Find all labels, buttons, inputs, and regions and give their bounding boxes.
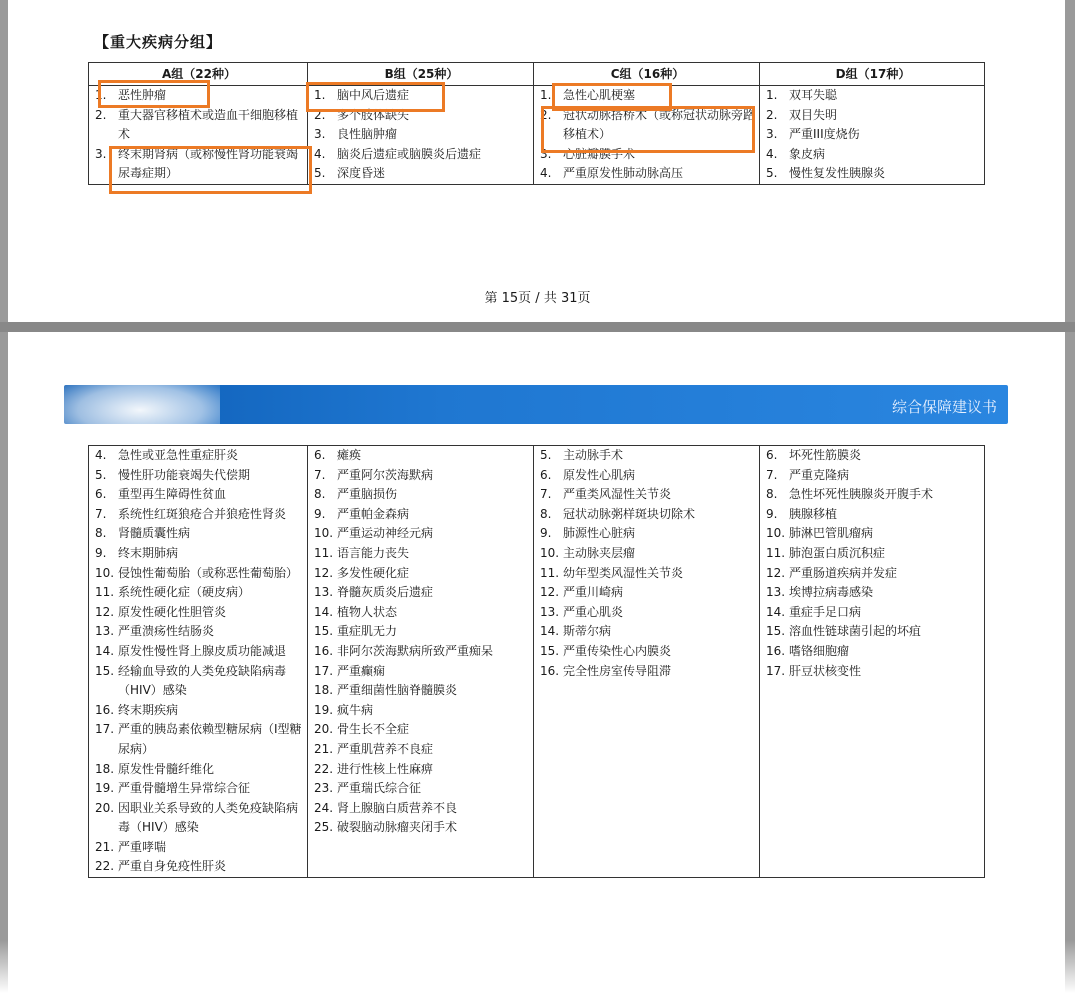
item-text: 严重类风湿性关节炎 (563, 487, 672, 502)
list-item (314, 603, 529, 623)
item-number: 20. (95, 800, 115, 815)
list-item (540, 662, 755, 682)
item-number: 8. (766, 487, 778, 502)
item-text: 严重心肌炎 (563, 604, 624, 619)
item-text: 疯牛病 (337, 702, 374, 717)
item-number: 6. (766, 448, 778, 462)
list-item: 3. 严重III度烧伤 (766, 127, 860, 142)
item-text: 溶血性链球菌引起的坏疽 (789, 624, 922, 639)
item-text: 严重自身免疫性肝炎 (118, 859, 227, 874)
item-text: 脊髓灰质炎后遗症 (337, 585, 434, 600)
item-number: 22. (314, 761, 334, 776)
item-text: 语言能力丧失 (337, 545, 410, 560)
item-number: 13. (95, 624, 115, 639)
item-number: 13. (314, 585, 334, 600)
list-item: 2. 重大器官移植术或造血干细胞移植术 (95, 107, 299, 142)
list-item (95, 603, 303, 623)
item-text: 严重阿尔茨海默病 (337, 467, 434, 482)
list-item (95, 760, 303, 780)
list-item: 3. 心脏瓣膜手术 (540, 146, 636, 161)
page-separator (0, 322, 1075, 332)
list-item (314, 544, 529, 564)
viewer-edge (1065, 332, 1075, 993)
list-item: 4. 脑炎后遗症或脑膜炎后遗症 (314, 146, 482, 161)
item-text: 严重川崎病 (563, 585, 624, 600)
item-number: 20. (314, 722, 334, 737)
item-number: 11. (766, 545, 786, 560)
list-item (95, 564, 303, 584)
list-item: 4. 严重原发性肺动脉高压 (540, 166, 684, 181)
list-item (95, 779, 303, 799)
item-text: 多发性硬化症 (337, 565, 410, 580)
item-text: 终末期肺病 (118, 545, 179, 560)
item-number: 12. (95, 604, 115, 619)
item-text: 因职业关系导致的人类免疫缺陷病毒（HIV）感染 (118, 800, 299, 835)
list-item (314, 622, 529, 642)
list-item: 1. 急性心肌梗塞 (540, 88, 636, 102)
group-a-header: A组（22种） (89, 63, 308, 86)
item-number: 12. (540, 585, 560, 600)
list-item (314, 760, 529, 780)
item-number: 13. (766, 585, 786, 600)
list-item (95, 466, 303, 486)
item-number: 9. (314, 506, 326, 521)
item-number: 14. (540, 624, 560, 639)
item-number: 7. (766, 467, 778, 482)
item-text: 重症手足口病 (789, 604, 862, 619)
page-bottom-fade (0, 940, 1075, 993)
list-item: 2. 双目失明 (766, 107, 838, 122)
list-item (766, 622, 980, 642)
section-title: 【重大疾病分组】 (94, 33, 223, 51)
item-text: 严重传染性心内膜炎 (563, 643, 672, 658)
item-text: 严重癫痫 (337, 663, 386, 678)
group-d-header: D组（17种） (760, 63, 985, 86)
list-item (766, 544, 980, 564)
item-number: 17. (314, 663, 334, 678)
item-number: 16. (314, 643, 334, 658)
item-text: 急性或亚急性重症肝炎 (118, 448, 239, 462)
item-text: 嗜铬细胞瘤 (789, 643, 850, 658)
item-text: 斯蒂尔病 (563, 624, 612, 639)
list-item (540, 564, 755, 584)
item-number: 18. (314, 683, 334, 698)
item-number: 11. (95, 585, 115, 600)
document-page-15 (0, 0, 1075, 322)
list-item (314, 505, 529, 525)
list-item (766, 603, 980, 623)
list-item (314, 779, 529, 799)
highlight-box-stroke-sequelae (306, 82, 445, 112)
item-number: 18. (95, 761, 115, 776)
list-item (314, 564, 529, 584)
item-text: 严重帕金森病 (337, 506, 410, 521)
item-number: 22. (95, 859, 115, 874)
item-text: 严重骨髓增生异常综合征 (118, 781, 251, 796)
item-number: 17. (766, 663, 786, 678)
item-text: 肺淋巴管肌瘤病 (789, 526, 874, 541)
item-number: 12. (766, 565, 786, 580)
item-text: 重型再生障碍性贫血 (118, 487, 227, 502)
item-text: 系统性硬化症（硬皮病） (118, 585, 251, 600)
item-number: 24. (314, 800, 334, 815)
viewer-edge (0, 332, 8, 993)
list-item (95, 583, 303, 603)
list-item (95, 485, 303, 505)
item-text: 侵蚀性葡萄胎（或称恶性葡萄胎） (118, 565, 299, 580)
item-number: 14. (95, 643, 115, 658)
list-item (314, 485, 529, 505)
list-item (95, 622, 303, 642)
item-text: 破裂脑动脉瘤夹闭手术 (337, 820, 458, 835)
item-number: 9. (540, 526, 552, 541)
list-item (540, 603, 755, 623)
group-b-header: B组（25种） (308, 63, 534, 86)
group-a-continued (89, 446, 308, 878)
item-number: 25. (314, 820, 334, 835)
item-number: 6. (95, 487, 107, 502)
list-item (314, 446, 529, 466)
list-item (540, 505, 755, 525)
list-item (95, 799, 303, 838)
item-number: 15. (540, 643, 560, 658)
list-item (314, 642, 529, 662)
list-item (766, 466, 980, 486)
list-item (540, 524, 755, 544)
item-text: 肺泡蛋白质沉积症 (789, 545, 886, 560)
group-d-cell (760, 86, 985, 185)
list-item (314, 818, 529, 838)
item-number: 8. (314, 487, 326, 502)
item-number: 13. (540, 604, 560, 619)
list-item (314, 662, 529, 682)
item-number: 19. (95, 781, 115, 796)
list-item (95, 701, 303, 721)
list-item (314, 583, 529, 603)
item-text: 严重肠道疾病并发症 (789, 565, 898, 580)
list-item (540, 622, 755, 642)
item-text: 主动脉夹层瘤 (563, 545, 636, 560)
item-text: 幼年型类风湿性关节炎 (563, 565, 684, 580)
item-text: 终末期疾病 (118, 702, 179, 717)
item-text: 慢性肝功能衰竭失代偿期 (118, 467, 251, 482)
highlight-box-renal-failure (109, 146, 312, 194)
list-item (540, 642, 755, 662)
item-text: 原发性心肌病 (563, 467, 636, 482)
item-number: 16. (540, 663, 560, 678)
item-text: 肝豆状核变性 (789, 663, 862, 678)
item-text: 原发性硬化性胆管炎 (118, 604, 227, 619)
item-text: 原发性慢性肾上腺皮质功能减退 (118, 643, 287, 658)
list-item (766, 564, 980, 584)
list-item (540, 466, 755, 486)
highlight-box-cabg (541, 106, 755, 153)
item-number: 23. (314, 781, 334, 796)
item-number: 15. (314, 624, 334, 639)
list-item: 1. 恶性肿瘤 (95, 88, 167, 102)
item-number: 5. (540, 448, 552, 462)
item-text: 完全性房室传导阻滞 (563, 663, 672, 678)
group-c-continued (534, 446, 760, 878)
page-footer: 第 15页 / 共 31页 (484, 291, 591, 306)
list-item: 2. 冠状动脉搭桥术（或称冠状动脉旁路移植术） (540, 107, 756, 142)
item-number: 12. (314, 565, 334, 580)
list-item (314, 701, 529, 721)
item-text: 严重溃疡性结肠炎 (118, 624, 215, 639)
item-number: 4. (95, 448, 107, 462)
list-item (95, 838, 303, 858)
item-number: 19. (314, 702, 334, 717)
list-item (314, 524, 529, 544)
item-text: 植物人状态 (337, 604, 398, 619)
banner-title: 综合保障建议书 (891, 398, 997, 416)
list-item (766, 642, 980, 662)
item-text: 严重的胰岛素依赖型糖尿病（I型糖尿病） (118, 722, 302, 756)
item-text: 系统性红斑狼疮合并狼疮性肾炎 (118, 506, 287, 521)
item-number: 11. (540, 565, 560, 580)
logo-blur (60, 380, 220, 440)
item-number: 17. (95, 722, 115, 737)
viewer-edge (1065, 0, 1075, 322)
item-text: 主动脉手术 (563, 448, 624, 462)
list-item (314, 681, 529, 701)
item-text: 严重运动神经元病 (337, 526, 434, 541)
item-number: 15. (766, 624, 786, 639)
item-number: 15. (95, 663, 115, 678)
list-item (766, 524, 980, 544)
list-item (766, 583, 980, 603)
highlight-box-malignant-tumor (98, 80, 210, 108)
list-item (95, 662, 303, 701)
list-item (766, 446, 980, 466)
item-number: 14. (314, 604, 334, 619)
list-item (95, 446, 303, 466)
item-number: 9. (766, 506, 778, 521)
item-text: 急性坏死性胰腺炎开腹手术 (789, 487, 934, 502)
group-d-continued (760, 446, 985, 878)
item-text: 严重克隆病 (789, 467, 850, 482)
item-number: 16. (95, 702, 115, 717)
list-item (95, 524, 303, 544)
item-number: 21. (95, 839, 115, 854)
list-item (95, 857, 303, 877)
list-item (766, 505, 980, 525)
item-text: 肾上腺脑白质营养不良 (337, 800, 458, 815)
item-number: 8. (540, 506, 552, 521)
list-item (314, 740, 529, 760)
item-number: 5. (95, 467, 107, 482)
list-item (540, 446, 755, 466)
item-text: 重症肌无力 (337, 624, 398, 639)
list-item: 3. 良性脑肿瘤 (314, 127, 398, 142)
item-text: 肾髓质囊性病 (118, 526, 191, 541)
item-number: 9. (95, 545, 107, 560)
item-text: 经输血导致的人类免疫缺陷病毒（HIV）感染 (118, 663, 287, 698)
list-item (314, 466, 529, 486)
list-item: 2. 多个肢体缺失 (314, 107, 410, 122)
item-text: 胰腺移植 (789, 506, 838, 521)
item-text: 骨生长不全症 (337, 722, 410, 737)
item-number: 21. (314, 741, 334, 756)
item-text: 严重细菌性脑脊髓膜炎 (337, 683, 458, 698)
list-item: 5. 深度昏迷 (314, 166, 386, 181)
item-number: 10. (540, 545, 560, 560)
item-number: 10. (766, 526, 786, 541)
item-text: 进行性核上性麻痹 (337, 761, 434, 776)
item-text: 冠状动脉粥样斑块切除术 (563, 506, 696, 521)
list-item: 3. 终末期肾病（或称慢性肾功能衰竭尿毒症期） (95, 146, 299, 181)
item-number: 6. (540, 467, 552, 482)
list-item (766, 662, 980, 682)
list-item (766, 485, 980, 505)
list-item (314, 720, 529, 740)
list-item (540, 485, 755, 505)
item-text: 埃博拉病毒感染 (789, 585, 874, 600)
item-number: 10. (314, 526, 334, 541)
list-item (95, 642, 303, 662)
list-item (95, 720, 303, 759)
list-item: 5. 慢性复发性胰腺炎 (766, 166, 886, 181)
item-text: 严重哮喘 (118, 839, 167, 854)
list-item: 4. 象皮病 (766, 146, 826, 161)
list-item (540, 544, 755, 564)
list-item: 1. 双耳失聪 (766, 88, 838, 102)
item-text: 瘫痪 (337, 448, 362, 462)
list-item (540, 583, 755, 603)
item-number: 6. (314, 448, 326, 462)
group-c-header: C组（16种） (534, 63, 760, 86)
list-item (314, 799, 529, 819)
item-number: 16. (766, 643, 786, 658)
list-item (95, 505, 303, 525)
list-item: 1. 脑中风后遗症 (314, 88, 410, 102)
item-text: 严重脑损伤 (337, 487, 398, 502)
item-number: 8. (95, 526, 107, 541)
list-item (95, 544, 303, 564)
item-text: 肺源性心脏病 (563, 526, 636, 541)
item-number: 7. (314, 467, 326, 482)
item-number: 7. (540, 487, 552, 502)
item-number: 11. (314, 545, 334, 560)
item-text: 原发性骨髓纤维化 (118, 761, 215, 776)
viewer-edge (0, 0, 8, 322)
item-text: 严重肌营养不良症 (337, 741, 434, 756)
item-text: 坏死性筋膜炎 (789, 448, 862, 462)
group-b-continued (308, 446, 534, 878)
item-number: 10. (95, 565, 115, 580)
disease-continuation-table (88, 445, 985, 878)
item-number: 14. (766, 604, 786, 619)
item-number: 7. (95, 506, 107, 521)
item-text: 非阿尔茨海默病所致严重痴呆 (337, 643, 494, 658)
item-text: 严重瑞氏综合征 (337, 781, 422, 796)
